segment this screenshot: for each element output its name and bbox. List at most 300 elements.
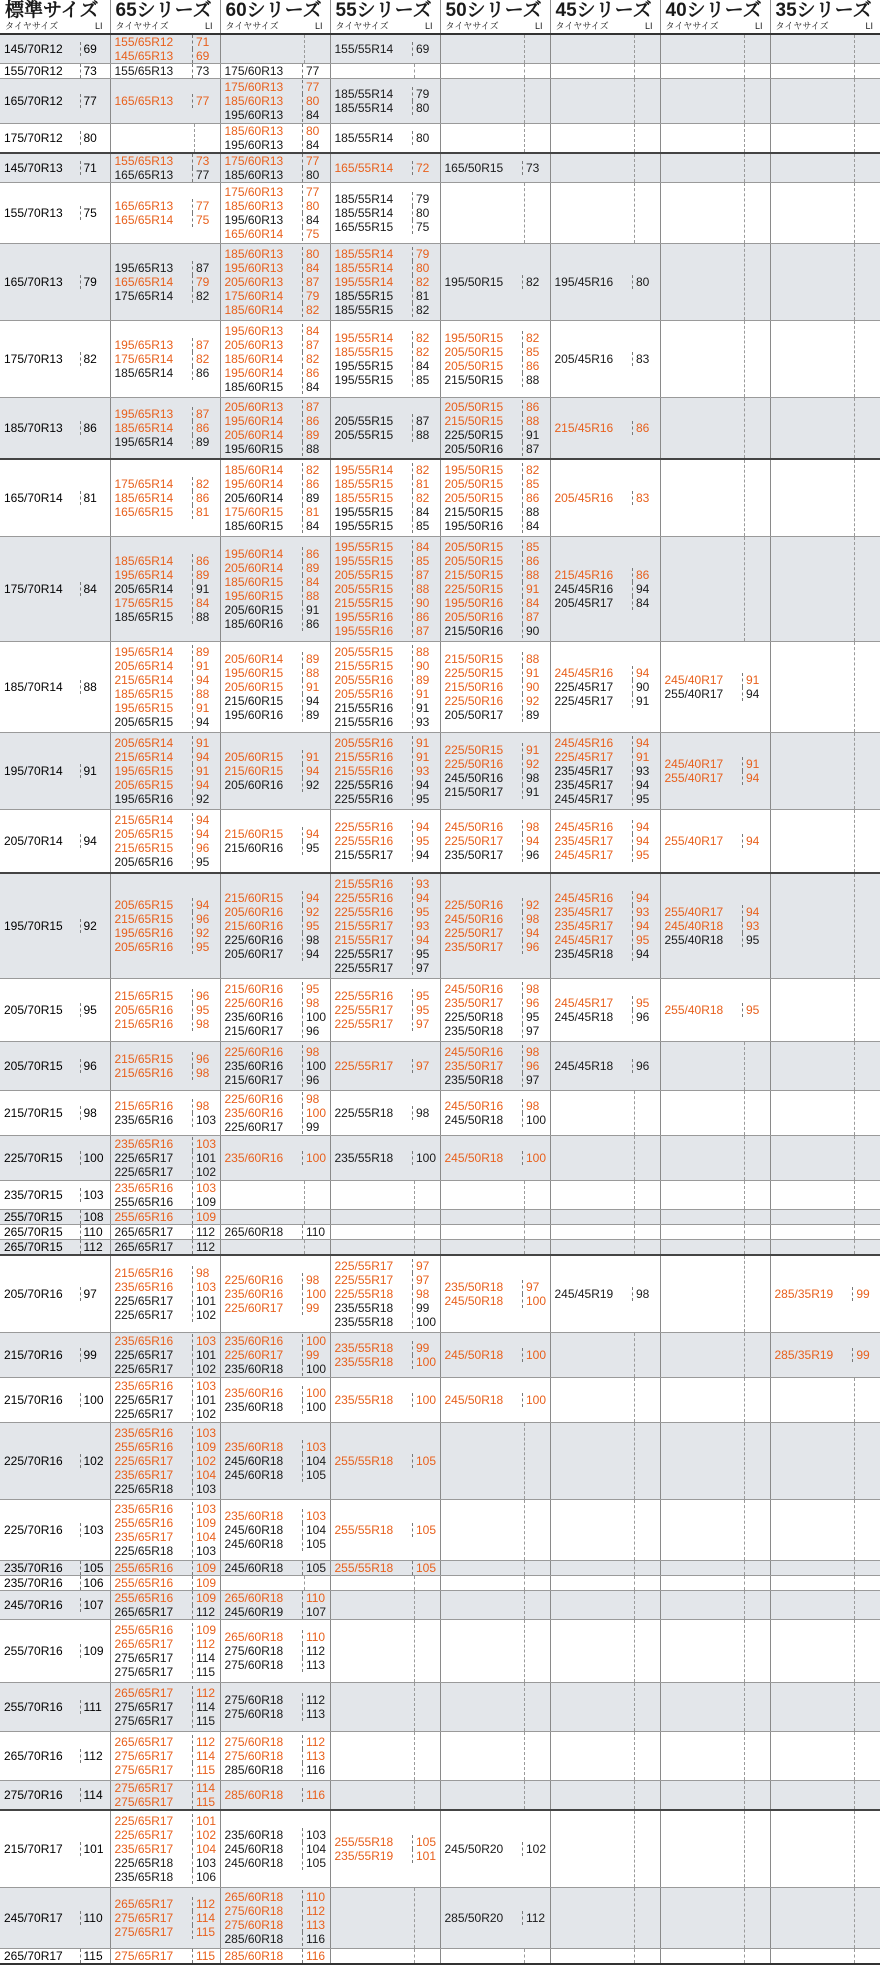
alt-tire-entry — [441, 1348, 550, 1362]
tire-size: 225/60R16 — [225, 996, 302, 1010]
tire-size: 205/50R15 — [445, 554, 522, 568]
alt-tire-entry — [221, 1287, 330, 1301]
alt-tire-entry — [221, 1400, 330, 1414]
load-index: 93 — [412, 764, 440, 778]
tire-size: 265/65R17 — [115, 1225, 192, 1239]
standard-size-cell — [0, 459, 110, 537]
series-cell — [550, 459, 660, 537]
alt-tire-entry — [441, 1024, 550, 1038]
tire-size: 215/60R16 — [225, 982, 302, 996]
tire-size: 205/65R16 — [115, 940, 192, 954]
alt-tire-entry — [221, 154, 330, 168]
load-index: 106 — [192, 1870, 220, 1884]
tire-size: 205/55R15 — [335, 645, 412, 659]
alt-tire-entry — [551, 666, 660, 680]
alt-tire-entry — [111, 1334, 220, 1348]
tire-size: 235/50R17 — [445, 848, 522, 862]
standard-tire-size: 265/70R17 — [4, 1949, 63, 1963]
load-index: 86 — [302, 477, 330, 491]
standard-tire-size: 165/70R14 — [4, 491, 63, 505]
header-row — [0, 0, 880, 34]
alt-tire-entry — [221, 1707, 330, 1721]
alt-tire-entry — [331, 428, 440, 442]
alt-tire-entry — [111, 568, 220, 582]
alt-tire-entry — [221, 1658, 330, 1672]
alt-tire-entry — [331, 540, 440, 554]
tire-size: 205/60R16 — [225, 905, 302, 919]
standard-tire-size: 215/70R15 — [4, 1106, 63, 1120]
alt-tire-entry — [441, 785, 550, 799]
load-index: 115 — [192, 1763, 220, 1777]
series-cell — [660, 1210, 770, 1225]
tire-size: 235/65R16 — [115, 1113, 192, 1127]
tire-size: 235/60R18 — [225, 1509, 302, 1523]
series-cell — [110, 1732, 220, 1781]
alt-tire-entry — [221, 505, 330, 519]
load-index: 114 — [192, 1781, 220, 1795]
alt-tire-entry — [221, 1842, 330, 1856]
alt-tire-entry — [331, 1273, 440, 1287]
tire-size: 225/65R17 — [115, 1814, 192, 1828]
load-index: 100 — [522, 1113, 550, 1127]
load-index: 90 — [412, 596, 440, 610]
series-cell — [220, 1091, 330, 1136]
alt-tire-entry — [221, 463, 330, 477]
tire-size: 215/55R16 — [335, 701, 412, 715]
alt-tire-entry — [111, 407, 220, 421]
load-index: 112 — [302, 1644, 330, 1658]
header-sub-li: LI — [535, 21, 543, 31]
load-index: 95 — [192, 940, 220, 954]
load-index: 73 — [192, 64, 220, 78]
load-index: 86 — [522, 554, 550, 568]
alt-tire-entry — [441, 982, 550, 996]
tire-size: 185/55R15 — [335, 303, 412, 317]
load-index: 91 — [632, 694, 660, 708]
load-index: 95 — [632, 996, 660, 1010]
alt-tire-entry — [221, 1904, 330, 1918]
standard-size-cell — [0, 1210, 110, 1225]
alt-tire-entry — [111, 1362, 220, 1376]
load-index: 100 — [302, 1287, 330, 1301]
standard-load-index: 101 — [80, 1842, 106, 1856]
series-cell — [110, 459, 220, 537]
table-row — [0, 1810, 880, 1888]
load-index: 116 — [302, 1788, 330, 1802]
tire-size: 215/50R16 — [445, 680, 522, 694]
alt-tire-entry — [111, 989, 220, 1003]
load-index: 112 — [192, 1897, 220, 1911]
series-cell — [770, 1042, 880, 1091]
tire-size: 255/65R16 — [115, 1210, 192, 1224]
alt-tire-entry — [331, 192, 440, 206]
tire-size: 215/50R16 — [445, 624, 522, 638]
load-index: 86 — [302, 617, 330, 631]
load-index: 89 — [302, 708, 330, 722]
alt-tire-entry — [111, 827, 220, 841]
standard-load-index: 100 — [80, 1151, 106, 1165]
header-title: 35シリーズ — [776, 1, 878, 21]
tire-size: 155/55R14 — [335, 42, 412, 56]
alt-tire-entry — [221, 1059, 330, 1073]
series-cell — [770, 979, 880, 1042]
load-index: 80 — [412, 261, 440, 275]
alt-tire-entry — [331, 1017, 440, 1031]
load-index: 94 — [412, 820, 440, 834]
load-index: 103 — [192, 1181, 220, 1195]
alt-tire-entry — [111, 1137, 220, 1151]
load-index: 82 — [302, 463, 330, 477]
alt-tire-entry — [111, 199, 220, 213]
table-row — [0, 1500, 880, 1561]
series-cell — [660, 244, 770, 321]
series-cell — [550, 1423, 660, 1500]
tire-size: 195/60R13 — [225, 138, 302, 152]
load-index: 90 — [522, 624, 550, 638]
alt-tire-entry — [111, 289, 220, 303]
load-index: 94 — [192, 778, 220, 792]
alt-tire-entry — [551, 947, 660, 961]
alt-tire-entry — [111, 926, 220, 940]
tire-size: 185/60R14 — [225, 352, 302, 366]
tire-size: 155/65R12 — [115, 35, 192, 49]
load-index: 114 — [192, 1749, 220, 1763]
alt-tire-entry — [551, 764, 660, 778]
alt-tire-entry — [221, 64, 330, 78]
load-index: 101 — [192, 1151, 220, 1165]
alt-tire-entry — [331, 1523, 440, 1537]
load-index: 105 — [302, 1856, 330, 1870]
series-cell — [660, 979, 770, 1042]
table-row — [0, 1423, 880, 1500]
tire-size: 225/65R17 — [115, 1165, 192, 1179]
alt-tire-entry — [221, 491, 330, 505]
load-index: 113 — [302, 1918, 330, 1932]
load-index: 92 — [302, 778, 330, 792]
load-index: 115 — [192, 1795, 220, 1809]
tire-size: 225/60R16 — [225, 1045, 302, 1059]
tire-size: 255/40R18 — [665, 933, 742, 947]
load-index: 88 — [302, 589, 330, 603]
load-index: 109 — [192, 1195, 220, 1209]
standard-load-index: 96 — [80, 1059, 106, 1073]
alt-tire-entry — [221, 303, 330, 317]
series-cell — [770, 1225, 880, 1240]
tire-size: 225/55R17 — [335, 1259, 412, 1273]
load-index: 82 — [192, 289, 220, 303]
alt-tire-entry — [221, 561, 330, 575]
series-cell — [550, 1620, 660, 1683]
series-cell — [770, 1810, 880, 1888]
load-index: 95 — [302, 982, 330, 996]
alt-tire-entry — [221, 1362, 330, 1376]
header-series-6 — [660, 0, 770, 34]
tire-size: 205/60R13 — [225, 338, 302, 352]
tire-size: 215/55R16 — [335, 715, 412, 729]
series-cell — [660, 1620, 770, 1683]
tire-size: 245/50R18 — [445, 1113, 522, 1127]
tire-size: 245/60R18 — [225, 1842, 302, 1856]
alt-tire-entry — [111, 49, 220, 63]
load-index: 91 — [522, 785, 550, 799]
tire-size: 235/45R17 — [555, 764, 632, 778]
alt-tire-entry — [441, 568, 550, 582]
load-index: 94 — [302, 764, 330, 778]
alt-tire-entry — [221, 380, 330, 394]
series-cell — [440, 124, 550, 154]
tire-size: 275/60R18 — [225, 1918, 302, 1932]
standard-load-index: 71 — [80, 161, 106, 175]
series-cell — [550, 1500, 660, 1561]
standard-tire-size: 145/70R13 — [4, 161, 63, 175]
load-index: 102 — [192, 1308, 220, 1322]
load-index: 84 — [302, 108, 330, 122]
alt-tire-entry — [221, 138, 330, 152]
load-index: 85 — [412, 554, 440, 568]
load-index: 88 — [302, 442, 330, 456]
alt-tire-entry — [111, 659, 220, 673]
alt-tire-entry — [221, 366, 330, 380]
load-index: 98 — [302, 996, 330, 1010]
standard-tire-size: 175/70R14 — [4, 582, 63, 596]
alt-tire-entry — [331, 673, 440, 687]
series-cell — [770, 1091, 880, 1136]
standard-load-index: 99 — [80, 1348, 106, 1362]
tire-size: 245/50R18 — [445, 1393, 522, 1407]
alt-tire-entry — [441, 912, 550, 926]
series-cell — [550, 1576, 660, 1591]
load-index: 103 — [192, 1856, 220, 1870]
tire-size: 225/65R17 — [115, 1348, 192, 1362]
tire-size: 165/65R13 — [115, 199, 192, 213]
alt-tire-entry — [551, 919, 660, 933]
load-index: 85 — [522, 540, 550, 554]
alt-tire-entry — [441, 519, 550, 533]
alt-tire-entry — [111, 1591, 220, 1605]
alt-tire-entry — [331, 261, 440, 275]
standard-tire-size: 255/70R16 — [4, 1700, 63, 1714]
load-index: 89 — [192, 435, 220, 449]
tire-size: 275/65R17 — [115, 1911, 192, 1925]
load-index: 97 — [412, 1017, 440, 1031]
alt-tire-entry — [551, 905, 660, 919]
standard-tire-size: 195/70R14 — [4, 764, 63, 778]
alt-tire-entry — [221, 1630, 330, 1644]
load-index: 102 — [192, 1362, 220, 1376]
tire-size: 225/50R17 — [445, 926, 522, 940]
alt-tire-entry — [221, 1225, 330, 1239]
alt-tire-entry — [551, 694, 660, 708]
tire-size: 185/65R15 — [115, 687, 192, 701]
load-index: 86 — [302, 366, 330, 380]
series-cell — [550, 34, 660, 64]
alt-tire-entry — [331, 1151, 440, 1165]
standard-size-cell — [0, 1136, 110, 1181]
series-cell — [770, 1136, 880, 1181]
load-index: 116 — [302, 1763, 330, 1777]
alt-tire-entry — [221, 708, 330, 722]
tire-size: 245/40R17 — [665, 757, 742, 771]
series-cell — [550, 810, 660, 874]
load-index: 79 — [412, 192, 440, 206]
series-cell — [220, 79, 330, 124]
header-sub-size: タイヤサイズ — [776, 21, 829, 31]
load-index: 99 — [302, 1348, 330, 1362]
load-index: 103 — [192, 1379, 220, 1393]
table-row — [0, 642, 880, 733]
load-index: 112 — [192, 1735, 220, 1749]
alt-tire-entry — [221, 666, 330, 680]
standard-tire-size: 225/70R16 — [4, 1454, 63, 1468]
series-cell — [440, 1240, 550, 1256]
tire-size: 225/50R16 — [445, 694, 522, 708]
series-cell — [550, 642, 660, 733]
load-index: 103 — [192, 1334, 220, 1348]
tire-size: 165/50R15 — [445, 161, 522, 175]
alt-tire-entry — [111, 154, 220, 168]
tire-size: 195/55R15 — [335, 540, 412, 554]
series-cell — [220, 459, 330, 537]
tire-size: 205/55R16 — [335, 687, 412, 701]
standard-tire-size: 195/70R15 — [4, 919, 63, 933]
alt-tire-entry — [111, 1544, 220, 1558]
series-cell — [550, 1888, 660, 1949]
load-index: 100 — [412, 1393, 440, 1407]
load-index: 99 — [852, 1287, 880, 1301]
tire-size: 205/65R15 — [115, 778, 192, 792]
alt-tire-entry — [221, 547, 330, 561]
series-cell — [550, 153, 660, 183]
alt-tire-entry — [331, 701, 440, 715]
tire-size: 235/45R17 — [555, 778, 632, 792]
alt-tire-entry — [111, 1623, 220, 1637]
series-cell — [330, 642, 440, 733]
alt-tire-entry — [221, 982, 330, 996]
series-cell — [110, 1949, 220, 1965]
alt-tire-entry — [331, 778, 440, 792]
alt-tire-entry — [111, 912, 220, 926]
series-cell — [660, 1333, 770, 1378]
alt-tire-entry — [111, 94, 220, 108]
series-cell — [220, 1888, 330, 1949]
series-cell — [440, 1091, 550, 1136]
load-index: 98 — [192, 1099, 220, 1113]
alt-tire-entry — [441, 1099, 550, 1113]
load-index: 112 — [522, 1911, 550, 1925]
alt-tire-entry — [331, 1106, 440, 1120]
load-index: 97 — [522, 1024, 550, 1038]
load-index: 98 — [192, 1066, 220, 1080]
tire-size: 185/55R14 — [335, 192, 412, 206]
alt-tire-entry — [441, 1073, 550, 1087]
series-cell — [440, 1949, 550, 1965]
series-cell — [770, 244, 880, 321]
alt-tire-entry — [111, 715, 220, 729]
alt-tire-entry — [221, 124, 330, 138]
tire-size: 195/55R15 — [335, 505, 412, 519]
load-index: 89 — [192, 568, 220, 582]
alt-tire-entry — [441, 666, 550, 680]
alt-tire-entry — [111, 1576, 220, 1590]
alt-tire-entry — [771, 1348, 880, 1362]
series-cell — [770, 1378, 880, 1423]
load-index: 100 — [302, 1106, 330, 1120]
alt-tire-entry — [331, 1393, 440, 1407]
load-index: 94 — [302, 694, 330, 708]
series-cell — [440, 873, 550, 979]
alt-tire-entry — [441, 926, 550, 940]
alt-tire-entry — [111, 645, 220, 659]
series-cell — [550, 1949, 660, 1965]
header-subtitle — [446, 21, 547, 31]
tire-size: 185/55R14 — [335, 101, 412, 115]
tire-size: 255/65R16 — [115, 1576, 192, 1590]
alt-tire-entry — [111, 35, 220, 49]
alt-tire-entry — [331, 645, 440, 659]
tire-size: 235/55R18 — [335, 1301, 412, 1315]
series-cell — [330, 1683, 440, 1732]
series-cell — [660, 1091, 770, 1136]
load-index: 94 — [742, 771, 770, 785]
table-row — [0, 124, 880, 154]
load-index: 84 — [302, 261, 330, 275]
alt-tire-entry — [441, 848, 550, 862]
series-cell — [770, 34, 880, 64]
tire-size: 185/60R13 — [225, 247, 302, 261]
alt-tire-entry — [661, 834, 770, 848]
series-cell — [550, 1732, 660, 1781]
header-title: 65シリーズ — [116, 1, 217, 21]
series-cell — [110, 1423, 220, 1500]
standard-load-index: 110 — [80, 1225, 106, 1239]
alt-tire-entry — [221, 108, 330, 122]
series-cell — [550, 124, 660, 154]
table-row — [0, 1240, 880, 1256]
alt-tire-entry — [331, 947, 440, 961]
load-index: 115 — [192, 1665, 220, 1679]
standard-load-index: 98 — [80, 1106, 106, 1120]
alt-tire-entry — [551, 820, 660, 834]
load-index: 91 — [522, 582, 550, 596]
series-cell — [110, 1888, 220, 1949]
series-cell — [770, 398, 880, 460]
series-cell — [770, 321, 880, 398]
tire-size: 205/60R14 — [225, 652, 302, 666]
tire-size: 225/65R17 — [115, 1393, 192, 1407]
tire-size: 235/45R17 — [555, 834, 632, 848]
alt-tire-entry — [331, 491, 440, 505]
load-index: 91 — [192, 582, 220, 596]
alt-tire-entry — [111, 1099, 220, 1113]
tire-size: 225/55R17 — [335, 1017, 412, 1031]
series-cell — [660, 1888, 770, 1949]
table-row — [0, 183, 880, 244]
load-index: 84 — [412, 359, 440, 373]
load-index: 87 — [192, 338, 220, 352]
tire-size: 235/50R18 — [445, 1280, 522, 1294]
load-index: 94 — [522, 834, 550, 848]
standard-tire-size: 165/70R13 — [4, 275, 63, 289]
alt-tire-entry — [221, 603, 330, 617]
load-index: 94 — [412, 891, 440, 905]
alt-tire-entry — [331, 247, 440, 261]
series-cell — [330, 873, 440, 979]
load-index: 98 — [302, 1092, 330, 1106]
standard-tire-size: 255/70R15 — [4, 1210, 63, 1224]
load-index: 100 — [302, 1151, 330, 1165]
standard-load-index: 112 — [80, 1240, 106, 1254]
series-cell — [660, 1136, 770, 1181]
